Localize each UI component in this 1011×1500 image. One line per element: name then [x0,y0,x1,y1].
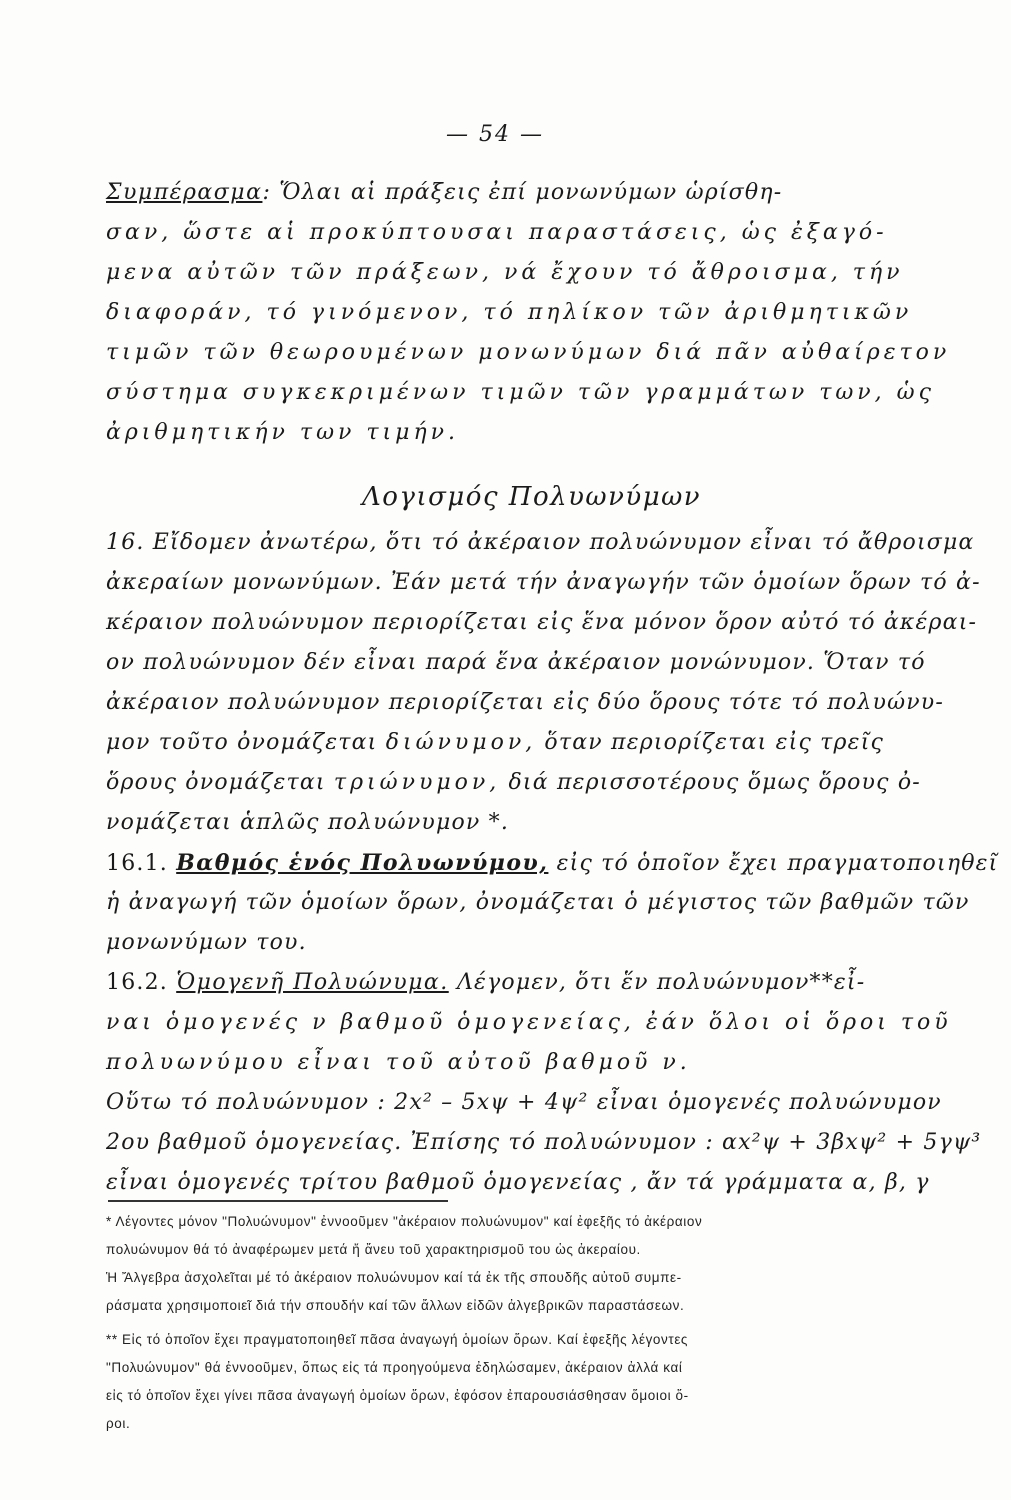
footnote-divider [108,1200,448,1202]
conclusion-line: σαν, ὥστε αἱ προκύπτουσαι παραστάσεις, ὡς ἐξαγό- [106,220,888,245]
footnote-line: πολυώνυμον θά τό ἀναφέρωμεν μετά ἤ ἄνευ τοῦ χαρακτηρισμοῦ του ὡς ἀκεραίου. [106,1242,641,1257]
paragraph-16-1-line [106,848,999,879]
paragraph-16-line: 16. Εἴδομεν ἀνωτέρω, ὅτι τό ἀκέραιον πολυώνυμον εἶναι τό ἄθροισμα [106,530,975,555]
paragraph-16-2-line: ναι ὁμογενές ν βαθμοῦ ὁμογενείας, ἐάν ὅλοι οἱ ὅροι τοῦ [106,1010,952,1035]
conclusion-line [106,178,936,208]
text-fragment: Λέγομεν, ὅτι ἕν πολυώνυμον**εἶ- [456,970,866,995]
section-number: 16.2. [106,970,168,995]
conclusion-line: ἀριθμητικήν των τιμήν. [106,420,460,445]
page-number: — 54 — [446,122,544,147]
paragraph-16-line: ἀκέραιον πολυώνυμον περιορίζεται εἰς δύο ὅρους τότε τό πολυώνυ- [106,690,944,715]
footnote-line: εἰς τό ὁποῖον ἔχει γίνει πᾶσα ἀναγωγή ὁμοίων ὅρων, ἐφόσον ἐπαρουσιάσθησαν ὅμοιοι ὅ- [106,1388,689,1403]
paragraph-16-2-line: πολυωνύμου εἶναι τοῦ αὐτοῦ βαθμοῦ ν. [106,1050,691,1075]
term-dionymon: διώνυμον, [385,730,537,755]
conclusion-line: τιμῶν τῶν θεωρουμένων μονωνύμων διά πᾶν αὐθαίρετον [106,340,951,365]
section-title: Λογισμός Πολυωνύμων [362,482,702,512]
conclusion-label: Συμπέρασμα [106,180,263,205]
footnote-line: ** Εἰς τό ὁποῖον ἔχει πραγματοποιηθεῖ πᾶσα ἀναγωγή ὁμοίων ὅρων. Καί ἐφεξῆς λέγοντες [106,1332,689,1347]
paragraph-16-line: νομάζεται ἁπλῶς πολυώνυμον *. [106,810,510,835]
paragraph-16-2-line: εἶναι ὁμογενές τρίτου βαθμοῦ ὁμογενείας , ἄν τά γράμματα α, β, γ [106,1170,930,1195]
paragraph-16-line: ἀκεραίων μονωνύμων. Ἐάν μετά τήν ἀναγωγήν τῶν ὁμοίων ὅρων τό ἀ- [106,570,981,595]
paragraph-16-line: κέραιον πολυώνυμον περιορίζεται εἰς ἕνα μόνον ὅρον αὐτό τό ἀκέραι- [106,610,978,635]
text-fragment: ὅρους ὀνομάζεται [106,770,326,795]
term-trionymon: τριώνυμον, [333,770,501,795]
text-fragment: ὅταν περιορίζεται εἰς τρεῖς [544,730,885,755]
conclusion-line: μενα αὐτῶν τῶν πράξεων, νά ἔχουν τό ἄθροισμα, τήν [106,260,904,285]
paragraph-16-line [106,728,936,758]
paragraph-16-line: ον πολυώνυμον δέν εἶναι παρά ἕνα ἀκέραιον μονώνυμον. Ὅταν τό [106,650,926,675]
text-fragment: εἰς τό ὁποῖον ἔχει πραγματοποιηθεῖ [556,851,999,876]
paragraph-16-1-line: μονωνύμων του. [106,930,307,955]
subsection-title: Βαθμός ἑνός Πολυωνύμου, [176,850,549,876]
text-fragment: διά περισσοτέρους ὅμως ὅρους ὀ- [508,770,921,795]
paragraph-16-2-line: Οὕτω τό πολυώνυμον : 2x² – 5xψ + 4ψ² εἶναι ὁμογενές πολυώνυμον [106,1090,942,1115]
paragraph-16-line [106,768,936,798]
paragraph-16-2-line: 2ου βαθμοῦ ὁμογενείας. Ἐπίσης τό πολυώνυμον : αx²ψ + 3βxψ² + 5γψ³ [106,1130,982,1155]
section-number: 16.1. [106,851,168,876]
conclusion-line: διαφοράν, τό γινόμενον, τό πηλίκον τῶν ἀριθμητικῶν [106,300,913,325]
footnote-line: Ἡ Ἄλγεβρα ἀσχολεῖται μέ τό ἀκέραιον πολυώνυμον καί τά ἐκ τῆς σπουδῆς αὐτοῦ συμπε- [106,1270,682,1285]
footnote-line: * Λέγοντες μόνον "Πολυώνυμον" ἐννοοῦμεν "ἀκέραιον πολυώνυμον" καί ἐφεξῆς τό ἀκέραιον [106,1214,703,1229]
paragraph-16-1-line: ἡ ἀναγωγή τῶν ὁμοίων ὅρων, ὀνομάζεται ὁ μέγιστος τῶν βαθμῶν τῶν [106,890,970,915]
paragraph-16-2-line [106,968,936,998]
conclusion-text: : Ὅλαι αἱ πράξεις ἐπί μονωνύμων ὡρίσθη- [262,180,783,205]
footnote-line: ράσματα χρησιμοποιεῖ διά τήν σπουδήν καί τῶν ἄλλων εἰδῶν ἀλγεβρικῶν παραστάσεων. [106,1298,685,1313]
text-fragment: μον τοῦτο ὀνομάζεται [106,730,378,755]
subsection-title: Ὁμογενῆ Πολυώνυμα. [176,970,449,995]
footnote-line: "Πολυώνυμον" θά ἐννοοῦμεν, ὅπως εἰς τά προηγούμενα ἐδηλώσαμεν, ἀκέραιον ἀλλά καί [106,1360,683,1375]
footnote-line: ροι. [106,1416,131,1431]
conclusion-line: σύστημα συγκεκριμένων τιμῶν τῶν γραμμάτων των, ὡς [106,380,935,405]
